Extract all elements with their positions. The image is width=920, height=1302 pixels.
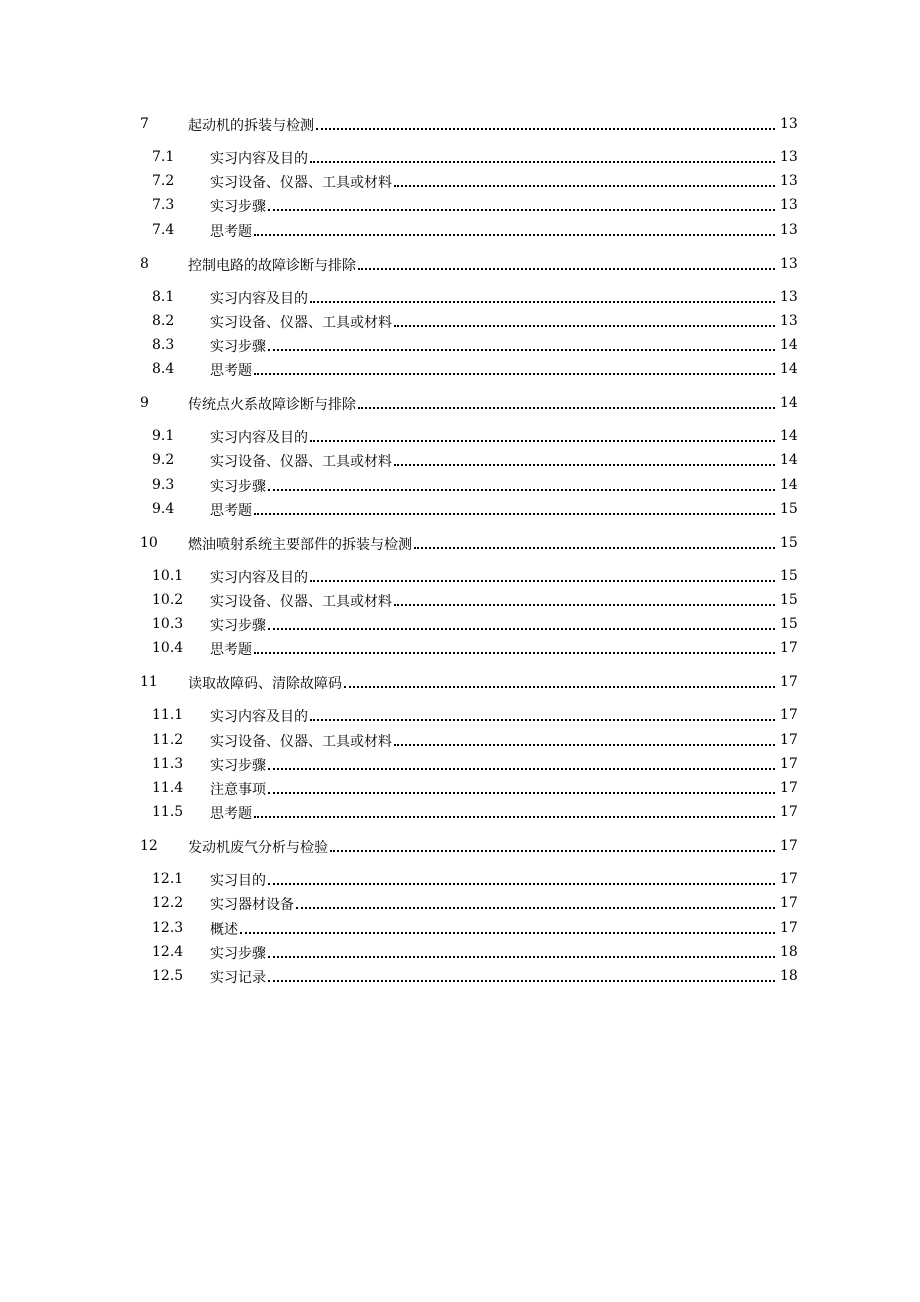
toc-entry-number: 11.1 (152, 707, 184, 723)
toc-entry-title-line (210, 893, 778, 913)
toc-page-number: 13 (780, 116, 798, 132)
toc-page-number: 17 (780, 920, 798, 936)
toc-dot-leader (394, 311, 775, 327)
toc-entry-number: 10.4 (152, 640, 184, 656)
toc-entry-title-line (210, 942, 778, 962)
toc-section-entry[interactable] (0, 220, 920, 240)
toc-page-number: 15 (780, 535, 798, 551)
toc-page-number: 15 (780, 616, 798, 632)
toc-page-number: 17 (780, 732, 798, 748)
toc-section-entry[interactable] (0, 566, 920, 586)
toc-section-entry[interactable] (0, 147, 920, 167)
toc-entry-title: 思考题 (210, 642, 252, 658)
toc-page-number: 17 (780, 838, 798, 854)
toc-dot-leader (310, 705, 775, 721)
toc-entry-title: 实习内容及目的 (210, 709, 308, 725)
toc-section-entry[interactable] (0, 335, 920, 355)
toc-dot-leader (268, 778, 775, 794)
toc-section-entry[interactable] (0, 754, 920, 774)
toc-page-number: 15 (780, 592, 798, 608)
toc-entry-title: 读取故障码、清除故障码 (188, 676, 342, 692)
toc-chapter-entry[interactable] (0, 533, 920, 553)
toc-entry-number: 10.1 (152, 568, 184, 584)
toc-entry-title: 实习设备、仪器、工具或材料 (210, 175, 392, 191)
toc-page-number: 17 (780, 640, 798, 656)
toc-entry-title-line (210, 590, 778, 610)
toc-entry-title-line (210, 195, 778, 215)
toc-entry-title: 概述 (210, 922, 238, 938)
toc-section-entry[interactable] (0, 942, 920, 962)
toc-entry-number: 7.3 (152, 197, 175, 213)
toc-entry-title-line (210, 918, 778, 938)
toc-entry-title-line (210, 869, 778, 889)
toc-section-entry[interactable] (0, 918, 920, 938)
toc-chapter-entry[interactable] (0, 393, 920, 413)
toc-section-entry[interactable] (0, 730, 920, 750)
toc-entry-title-line (210, 705, 778, 725)
toc-page-number: 14 (780, 337, 798, 353)
toc-entry-number: 12.4 (152, 944, 184, 960)
toc-dot-leader (330, 836, 775, 852)
toc-page-number: 17 (780, 674, 798, 690)
toc-dot-leader (394, 450, 775, 466)
toc-entry-title: 实习内容及目的 (210, 291, 308, 307)
toc-entry-number: 9.3 (152, 477, 175, 493)
toc-section-entry[interactable] (0, 450, 920, 470)
toc-entry-number: 11.5 (152, 804, 184, 820)
toc-entry-title: 思考题 (210, 363, 252, 379)
toc-entry-title-line (210, 311, 778, 331)
toc-entry-number: 10 (140, 535, 158, 551)
toc-page-number: 17 (780, 756, 798, 772)
toc-entry-number: 9 (140, 395, 149, 411)
toc-entry-title-line (188, 672, 778, 692)
toc-entry-title-line (210, 802, 778, 822)
toc-entry-title: 实习步骤 (210, 618, 266, 634)
toc-section-entry[interactable] (0, 966, 920, 986)
toc-entry-title-line (210, 359, 778, 379)
toc-entry-title: 思考题 (210, 806, 252, 822)
toc-page-number: 17 (780, 780, 798, 796)
toc-page-number: 15 (780, 501, 798, 517)
toc-page-number: 14 (780, 428, 798, 444)
toc-section-entry[interactable] (0, 869, 920, 889)
toc-entry-number: 12.1 (152, 871, 184, 887)
toc-section-entry[interactable] (0, 359, 920, 379)
toc-entry-number: 11 (140, 674, 158, 690)
toc-entry-title: 实习器材设备 (210, 897, 294, 913)
toc-entry-number: 12.3 (152, 920, 184, 936)
toc-page-number: 14 (780, 395, 798, 411)
toc-entry-title-line (210, 450, 778, 470)
toc-entry-title-line (210, 730, 778, 750)
toc-page-number: 13 (780, 197, 798, 213)
toc-page-number: 17 (780, 804, 798, 820)
toc-entry-number: 8.2 (152, 313, 175, 329)
toc-page-number: 18 (780, 968, 798, 984)
toc-entry-title: 实习步骤 (210, 758, 266, 774)
toc-entry-title-line (210, 287, 778, 307)
toc-entry-title: 实习内容及目的 (210, 570, 308, 586)
toc-entry-title: 控制电路的故障诊断与排除 (188, 258, 356, 274)
toc-entry-title-line (210, 754, 778, 774)
toc-entry-number: 11.2 (152, 732, 184, 748)
toc-chapter-entry[interactable] (0, 254, 920, 274)
toc-entry-number: 11.4 (152, 780, 184, 796)
toc-page-number: 18 (780, 944, 798, 960)
toc-page-number: 13 (780, 173, 798, 189)
toc-entry-title-line (210, 335, 778, 355)
toc-entry-number: 8.1 (152, 289, 175, 305)
toc-dot-leader (240, 918, 775, 934)
toc-entry-title-line (210, 426, 778, 446)
toc-section-entry[interactable] (0, 705, 920, 725)
toc-page-number: 13 (780, 256, 798, 272)
toc-entry-title: 实习内容及目的 (210, 430, 308, 446)
toc-entry-number: 9.2 (152, 452, 175, 468)
toc-entry-number: 7.2 (152, 173, 175, 189)
toc-entry-title-line (210, 499, 778, 519)
toc-entry-title: 实习步骤 (210, 479, 266, 495)
toc-entry-number: 8.3 (152, 337, 175, 353)
toc-dot-leader (268, 614, 775, 630)
toc-page-number: 17 (780, 871, 798, 887)
toc-entry-number: 10.3 (152, 616, 184, 632)
toc-dot-leader (394, 730, 775, 746)
toc-dot-leader (254, 499, 775, 515)
toc-page-number: 14 (780, 361, 798, 377)
toc-entry-title: 实习设备、仪器、工具或材料 (210, 315, 392, 331)
toc-entry-title-line (210, 171, 778, 191)
toc-entry-title: 实习步骤 (210, 946, 266, 962)
toc-entry-title-line (210, 614, 778, 634)
toc-entry-title: 实习步骤 (210, 339, 266, 355)
toc-entry-title: 实习步骤 (210, 199, 266, 215)
toc-entry-title: 思考题 (210, 503, 252, 519)
toc-section-entry[interactable] (0, 311, 920, 331)
toc-page-number: 13 (780, 313, 798, 329)
toc-entry-number: 11.3 (152, 756, 184, 772)
toc-entry-title: 实习设备、仪器、工具或材料 (210, 734, 392, 750)
toc-dot-leader (310, 287, 775, 303)
toc-section-entry[interactable] (0, 426, 920, 446)
toc-dot-leader (358, 254, 775, 270)
toc-entry-number: 8 (140, 256, 149, 272)
toc-section-entry[interactable] (0, 499, 920, 519)
toc-entry-title: 注意事项 (210, 782, 266, 798)
toc-section-entry[interactable] (0, 614, 920, 634)
toc-entry-title: 燃油喷射系统主要部件的拆装与检测 (188, 537, 412, 553)
toc-chapter-entry[interactable] (0, 836, 920, 856)
toc-entry-title: 实习设备、仪器、工具或材料 (210, 594, 392, 610)
toc-entry-number: 12.2 (152, 895, 184, 911)
toc-entry-title-line (188, 533, 778, 553)
toc-dot-leader (268, 966, 775, 982)
toc-entry-title: 发动机废气分析与检验 (188, 840, 328, 856)
toc-dot-leader (394, 590, 775, 606)
toc-entry-title-line (188, 114, 778, 134)
toc-entry-title-line (210, 475, 778, 495)
toc-entry-title-line (210, 638, 778, 658)
toc-chapter-entry[interactable] (0, 672, 920, 692)
toc-entry-number: 12.5 (152, 968, 184, 984)
toc-entry-number: 7.4 (152, 222, 175, 238)
toc-dot-leader (310, 566, 775, 582)
toc-section-entry[interactable] (0, 590, 920, 610)
toc-entry-title: 实习内容及目的 (210, 151, 308, 167)
toc-entry-title-line (210, 778, 778, 798)
toc-dot-leader (414, 533, 775, 549)
toc-entry-number: 7.1 (152, 149, 175, 165)
toc-dot-leader (310, 426, 775, 442)
toc-entry-number: 8.4 (152, 361, 175, 377)
toc-section-entry[interactable] (0, 778, 920, 798)
toc-dot-leader (268, 195, 775, 211)
toc-dot-leader (254, 638, 775, 654)
toc-section-entry[interactable] (0, 802, 920, 822)
toc-page-number: 13 (780, 289, 798, 305)
toc-entry-number: 12 (140, 838, 158, 854)
toc-entry-title-line (210, 147, 778, 167)
toc-dot-leader (344, 672, 775, 688)
toc-dot-leader (394, 171, 775, 187)
toc-page-number: 17 (780, 895, 798, 911)
toc-dot-leader (268, 869, 775, 885)
toc-entry-title-line (188, 254, 778, 274)
toc-dot-leader (358, 393, 775, 409)
toc-dot-leader (254, 802, 775, 818)
toc-section-entry[interactable] (0, 195, 920, 215)
toc-entry-title-line (210, 566, 778, 586)
toc-section-entry[interactable] (0, 287, 920, 307)
toc-entry-title: 实习目的 (210, 873, 266, 889)
toc-entry-number: 9.1 (152, 428, 175, 444)
toc-section-entry[interactable] (0, 475, 920, 495)
toc-entry-number: 7 (140, 116, 149, 132)
toc-entry-title-line (188, 393, 778, 413)
toc-page-number: 14 (780, 477, 798, 493)
toc-chapter-entry[interactable] (0, 114, 920, 134)
toc-entry-number: 10.2 (152, 592, 184, 608)
toc-dot-leader (268, 942, 775, 958)
toc-dot-leader (254, 220, 775, 236)
toc-page-number: 13 (780, 222, 798, 238)
toc-dot-leader (268, 754, 775, 770)
toc-dot-leader (268, 335, 775, 351)
toc-entry-title-line (188, 836, 778, 856)
toc-page-number: 13 (780, 149, 798, 165)
toc-section-entry[interactable] (0, 893, 920, 913)
toc-entry-title: 实习记录 (210, 970, 266, 986)
toc-page-number: 17 (780, 707, 798, 723)
toc-entry-title-line (210, 966, 778, 986)
toc-entry-title: 起动机的拆装与检测 (188, 118, 314, 134)
toc-page-number: 15 (780, 568, 798, 584)
toc-entry-title: 实习设备、仪器、工具或材料 (210, 454, 392, 470)
toc-section-entry[interactable] (0, 171, 920, 191)
toc-page-number: 14 (780, 452, 798, 468)
toc-section-entry[interactable] (0, 638, 920, 658)
toc-dot-leader (310, 147, 775, 163)
toc-entry-title-line (210, 220, 778, 240)
toc-dot-leader (296, 893, 775, 909)
toc-entry-title: 思考题 (210, 224, 252, 240)
toc-entry-number: 9.4 (152, 501, 175, 517)
toc-dot-leader (316, 114, 775, 130)
toc-entry-title: 传统点火系故障诊断与排除 (188, 397, 356, 413)
toc-dot-leader (254, 359, 775, 375)
toc-dot-leader (268, 475, 775, 491)
